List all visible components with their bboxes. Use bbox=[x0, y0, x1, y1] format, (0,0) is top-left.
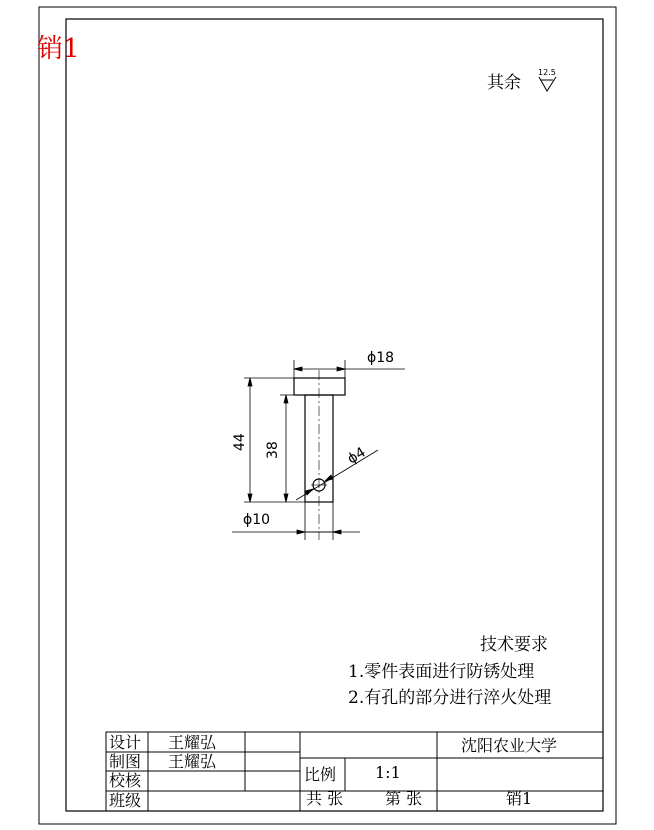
total-sheets: 共 张 bbox=[306, 789, 344, 808]
scale-label: 比例 bbox=[304, 765, 337, 784]
design-label: 设计 bbox=[109, 733, 142, 752]
dim-hole-dia: ϕ4 bbox=[344, 444, 369, 468]
pin-head bbox=[294, 378, 345, 395]
sheet-number: 第 张 bbox=[385, 789, 423, 808]
class-label: 班级 bbox=[109, 791, 142, 810]
roughness-value: 12.5 bbox=[538, 68, 556, 77]
requirements-title: 技术要求 bbox=[480, 635, 548, 655]
dim-head-dia: ϕ18 bbox=[367, 350, 395, 366]
requirement-item-1: 1.零件表面进行防锈处理 bbox=[348, 662, 535, 682]
dim-shank-dia: ϕ10 bbox=[243, 512, 271, 528]
scale-value: 1:1 bbox=[375, 763, 401, 782]
sheet-label: 销1 bbox=[37, 34, 80, 64]
roughness-label: 其余 bbox=[487, 73, 521, 93]
design-name: 王耀弘 bbox=[168, 733, 217, 752]
part-name: 销1 bbox=[506, 789, 533, 808]
draw-label: 制图 bbox=[109, 752, 142, 771]
dim-length-shank: 38 bbox=[265, 441, 281, 459]
draw-name: 王耀弘 bbox=[168, 752, 217, 771]
check-label: 校核 bbox=[109, 771, 142, 790]
requirement-item-2: 2.有孔的部分进行淬火处理 bbox=[348, 688, 552, 708]
roughness-symbol bbox=[538, 68, 556, 91]
pin-part bbox=[294, 370, 345, 540]
dim-length-total: 44 bbox=[232, 433, 248, 451]
school-name: 沈阳农业大学 bbox=[461, 736, 558, 755]
